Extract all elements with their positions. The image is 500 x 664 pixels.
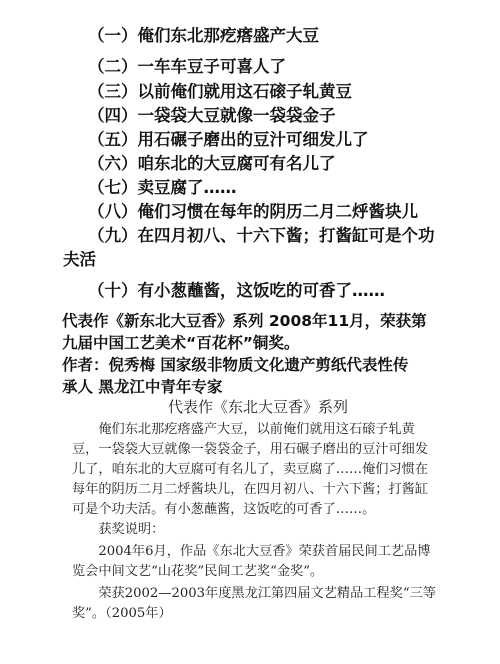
award-line: 九届中国工艺美术“百花杯”铜奖。 <box>62 334 300 352</box>
paragraph-line: 俺们东北那疙瘩盛产大豆，以前俺们就用这石磙子轧黄 <box>72 422 415 437</box>
list-item: （四）一袋袋大豆就像一袋袋金子 <box>88 106 336 125</box>
author-line: 作者：倪秀梅 国家级非物质文化遗产剪纸代表性传 <box>62 356 409 374</box>
paragraph-line: 览会中间文艺“山花奖”民间工艺奖“金奖”。 <box>72 564 324 579</box>
author-line: 承人 黑龙江中青年专家 <box>62 378 223 396</box>
paragraph-line: 儿了，咱东北的大豆腐可有名儿了，卖豆腐了……俺们习惯在 <box>72 462 429 477</box>
award-line: 代表作《新东北大豆香》系列 2008年11月，荣获第 <box>62 312 427 330</box>
paragraph-line: 每年的阴历二月二烀酱块儿，在四月初八、十六下酱；打酱缸 <box>72 482 429 497</box>
paragraph-line: 2004年6月，作品《东北大豆香》荣获首届民间工艺品博 <box>72 544 431 559</box>
list-item: （八）俺们习惯在每年的阴历二月二烀酱块儿 <box>88 202 418 221</box>
list-item: （九）在四月初八、十六下酱；打酱缸可是个功 <box>88 226 435 245</box>
paragraph-line: 豆，一袋袋大豆就像一袋袋金子，用石碾子磨出的豆汁可细发 <box>72 442 429 457</box>
list-item: （二）一车车豆子可喜人了 <box>88 57 286 76</box>
list-item: （七）卖豆腐了…… <box>88 178 237 197</box>
paragraph-line: 奖”。（2005年） <box>72 606 172 621</box>
list-item: （六）咱东北的大豆腐可有名儿了 <box>88 154 336 173</box>
section-subtitle: 代表作《东北大豆香》系列 <box>168 398 349 416</box>
list-item-continuation: 夫活 <box>63 250 96 269</box>
list-item: （十）有小葱蘸酱，这饭吃的可香了…… <box>88 281 385 300</box>
list-item: （一）俺们东北那疙瘩盛产大豆 <box>88 26 319 45</box>
paragraph-line: 荣获2002—2003年度黑龙江第四届文艺精品工程奖“三等 <box>72 586 436 601</box>
award-notes-heading: 获奖说明： <box>72 522 165 537</box>
paragraph-line: 可是个功夫活。有小葱蘸酱，这饭吃的可香了……。 <box>72 502 376 517</box>
list-item: （五）用石碾子磨出的豆汁可细发儿了 <box>88 130 369 149</box>
list-item: （三）以前俺们就用这石磙子轧黄豆 <box>88 82 352 101</box>
